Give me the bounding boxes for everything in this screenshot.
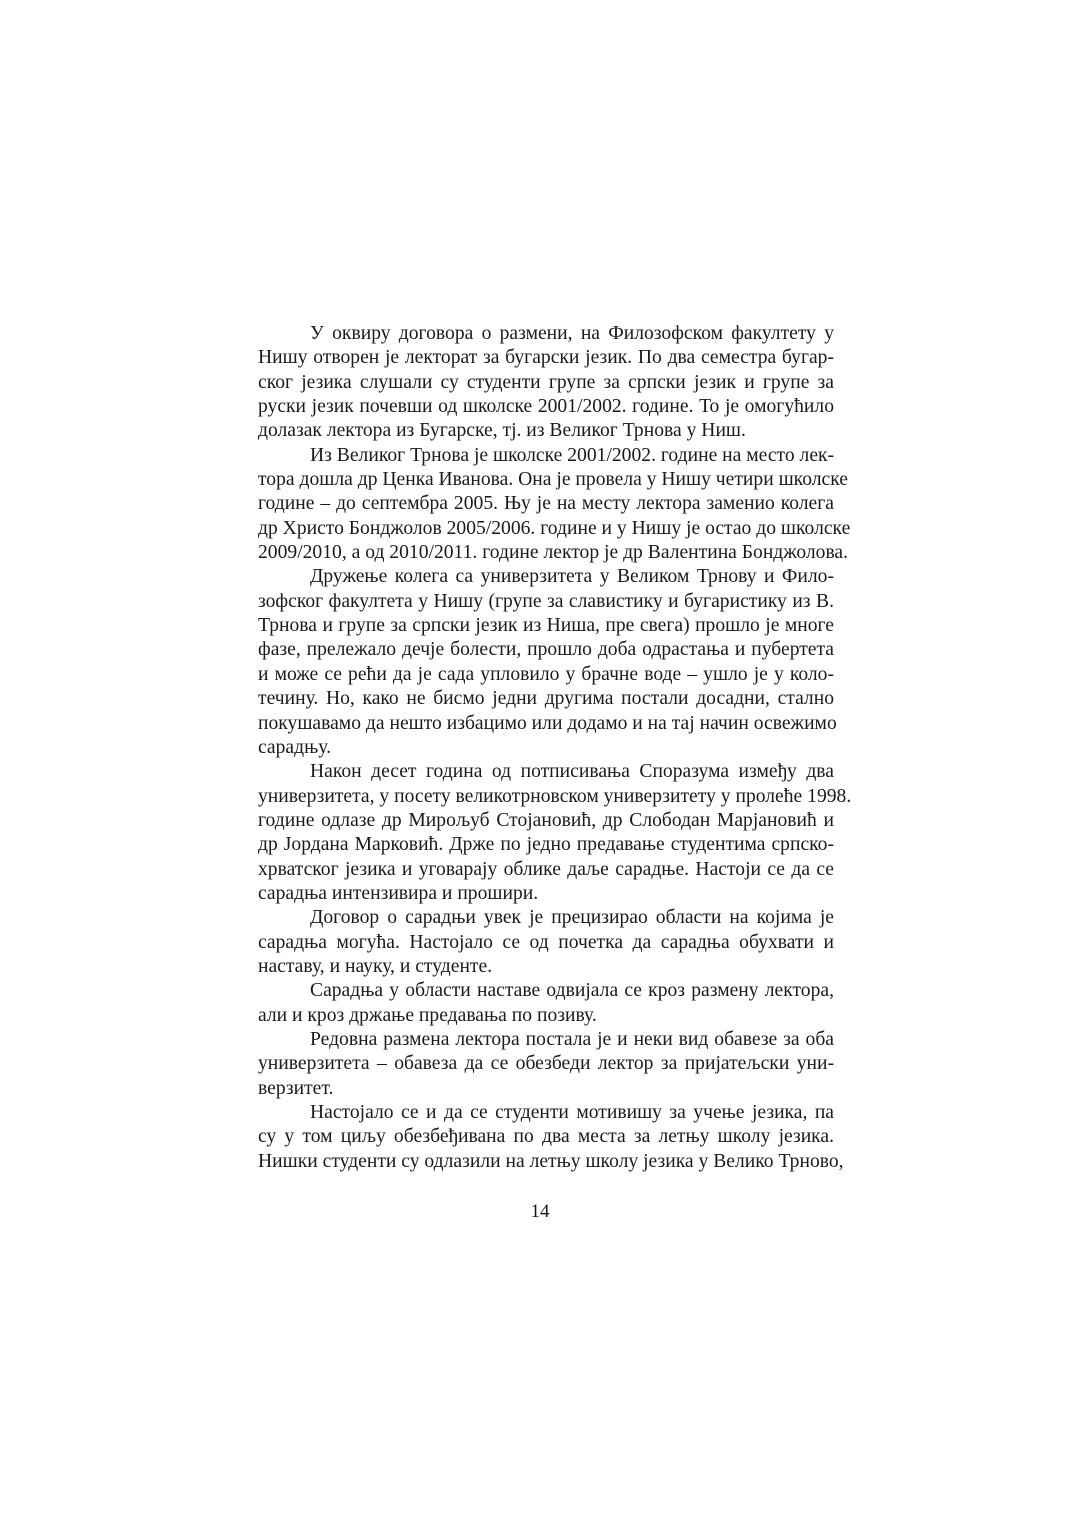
text-line: течину. Но, како не бисмо једни другима постали досадни, стално — [258, 688, 834, 710]
page-number: 14 — [530, 1201, 550, 1222]
text-line: хрватског језика и уговарају облике даље сарадње. Настоји се да се — [258, 858, 834, 880]
text-line: сарадњу. — [258, 736, 331, 758]
paragraph — [258, 979, 834, 1028]
text-line: 2009/2010, а од 2010/2011. године лектор је др Валентина Бонджолова. — [258, 542, 849, 564]
text-line: др Јордана Марковић. Држе по једно предавање студентима српско- — [258, 834, 834, 856]
text-line: Дружење колега са универзитета у Великом Трнову и Фило- — [310, 566, 834, 588]
paragraph — [258, 760, 852, 906]
text-line: Нишки студенти су одлазили на летњу школу језика у Велико Трново, — [258, 1150, 844, 1172]
text-line: Настојало се и да се студенти мотивишу за учење језика, па — [310, 1102, 834, 1123]
paragraph — [258, 1028, 834, 1101]
text-line: су у том циљу обезбеђивана по два места за летњу школу језика. — [258, 1126, 834, 1148]
text-line: У оквиру договора о размени, на Филозофском факултету у — [310, 323, 834, 344]
paragraph — [258, 322, 834, 444]
text-line: Након десет година од потписивања Споразума између два — [310, 761, 834, 783]
text-line: зофског факултета у Нишу (групе за славистику и бугаристику из В. — [258, 590, 834, 612]
paragraph — [258, 906, 834, 979]
text-line: године – до септембра 2005. Њу је на месту лектора заменио колега — [258, 493, 834, 515]
text-line: руски језик почевши од школске 2001/2002. године. То је омогућило — [258, 396, 834, 418]
text-line: Редовна размена лектора постала је и неки вид обавезе за оба — [310, 1028, 834, 1050]
text-line: долазак лектора из Бугарске, тј. из Великог Трнова у Ниш. — [258, 420, 746, 442]
text-line: Сарадња у области наставе одвијала се кроз размену лектора, — [310, 980, 834, 1002]
text-line: Из Великог Трнова је школске 2001/2002. године на место лек- — [310, 444, 835, 466]
paragraph — [258, 565, 837, 760]
text-line: фазе, прележало дечје болести, прошло доба одрастања и пубертета — [258, 639, 834, 661]
text-line: сарадња интензивира и прошири. — [258, 882, 539, 904]
text-line: али и кроз држање предавања по позиву. — [258, 1004, 597, 1026]
text-line: универзитета – обавеза да се обезбеди лектор за пријатељски уни- — [258, 1053, 834, 1075]
text-line: Договор о сарадњи увек је прецизирао области на којима је — [310, 907, 834, 929]
text-line: Нишу отворен је лекторат за бугарски језик. По два семестра бугар- — [258, 347, 834, 369]
text-line: Трнова и групе за српски језик из Ниша, пре свега) прошло је многе — [258, 615, 834, 637]
paragraph — [258, 444, 851, 566]
body-text — [258, 322, 852, 1174]
text-line: и може се рећи да је сада упловило у брачне воде – ушло је у коло- — [258, 663, 834, 685]
text-line: покушавамо да нешто избацимо или додамо и на тај начин освежимо — [258, 712, 837, 734]
text-line: тора дошла др Ценка Иванова. Она је провела у Нишу четири школске — [258, 469, 848, 491]
paragraph — [258, 1101, 844, 1174]
text-line: верзитет. — [258, 1077, 334, 1099]
text-line: наставу, и науку, и студенте. — [258, 955, 493, 977]
text-line: универзитета, у посету великотрновском универзитету у пролеће 1998. — [258, 785, 852, 807]
text-line: године одлазе др Мирољуб Стојановић, др Слободан Марјановић и — [258, 809, 834, 831]
text-line: сарадња могућа. Настојало се од почетка да сарадња обухвати и — [258, 931, 834, 953]
text-line: др Христо Бонджолов 2005/2006. године и у Нишу је остао до школске — [258, 517, 851, 539]
text-line: ског језика слушали су студенти групе за српски језик и групе за — [258, 371, 834, 393]
